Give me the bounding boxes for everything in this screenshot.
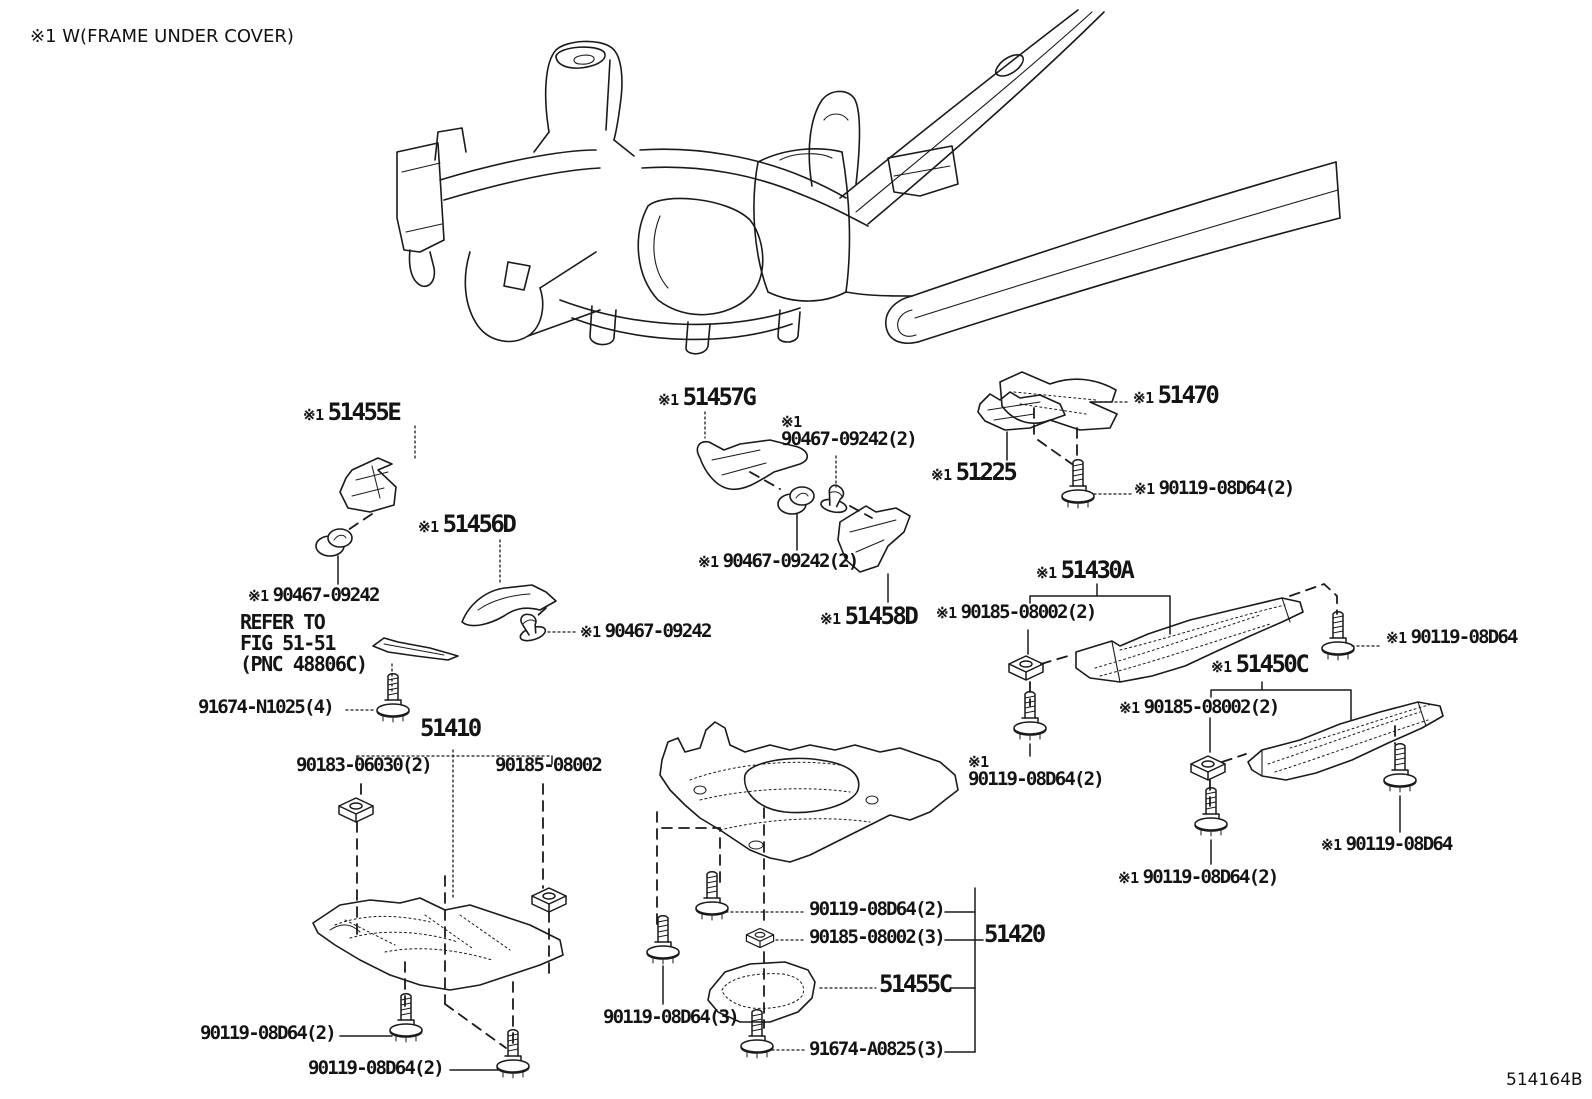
part-51420-cover-drawing (660, 722, 958, 862)
ref-symbol: ※1 (658, 391, 679, 409)
fastener-label-90119-h: 90119-08D64(2) (200, 1022, 335, 1044)
fastener-label-90185-a: 90185-08002 (495, 754, 602, 776)
part-label-51458d: ※1 51458D (820, 602, 917, 630)
nut-90185-c (1191, 756, 1225, 780)
bolt-90119-d (1195, 788, 1227, 836)
clip-90467-d (820, 483, 851, 514)
fastener-label-90119-g: 90119-08D64(3) (603, 1006, 738, 1028)
fastener-label-90185-b: ※1 90185-08002(2) (936, 601, 1096, 623)
bolt-91674-n1025 (377, 674, 409, 722)
fastener-label-90467-a: ※1 90467-09242 (248, 584, 379, 606)
ref-symbol: ※1 (418, 518, 439, 536)
fastener-label-90119-d: ※1 90119-08D64 (1321, 833, 1452, 855)
bolt-91674-a0825 (741, 1010, 773, 1058)
fastener-label-90467-b: ※1 90467-09242(2) (781, 413, 916, 450)
nut-90185-b (1009, 656, 1043, 680)
ref-symbol: ※1 (1211, 658, 1232, 676)
nut-90185-a (532, 888, 566, 912)
ref-symbol: ※1 (1321, 836, 1342, 854)
part-51470-drawing (1000, 372, 1117, 430)
fastener-label-90119-a: ※1 90119-08D64(2) (1134, 477, 1294, 499)
fastener-label-91674-n1025: 91674-N1025(4) (198, 696, 333, 718)
part-label-51470: ※1 51470 (1133, 381, 1218, 409)
ref-symbol: ※1 (1036, 564, 1057, 582)
part-51456d-drawing (462, 585, 556, 626)
bolt-90119-b (1322, 612, 1354, 660)
ref-symbol: ※1 (698, 553, 719, 571)
fastener-label-90185-d: 90185-08002(3) (809, 926, 944, 948)
fastener-label-90119-c: ※1 90119-08D64 (1386, 626, 1517, 648)
bolt-90119-a (1062, 460, 1094, 508)
fastener-label-90119-f: 90119-08D64(2) (809, 898, 944, 920)
frame-drawing (397, 10, 1340, 354)
part-48806c-strip-drawing (373, 638, 458, 660)
ref-symbol: ※1 (1133, 389, 1154, 407)
grommet-90467-a (316, 529, 352, 556)
part-label-51450c: ※1 51450C (1211, 650, 1308, 678)
grommet-90467-c (778, 487, 814, 514)
part-label-51455e: ※1 51455E (303, 398, 400, 426)
fastener-label-90183: 90183-06030(2) (296, 754, 431, 776)
nut-90183 (339, 798, 373, 822)
part-label-51410: 51410 (420, 714, 480, 742)
ref-symbol: ※1 (1118, 869, 1139, 887)
part-label-51225: ※1 51225 (931, 458, 1016, 486)
part-51410-cover-drawing (313, 898, 563, 990)
part-label-51457g: ※1 51457G (658, 383, 755, 411)
ref-symbol: ※1 (248, 587, 269, 605)
ref-symbol: ※1 (303, 406, 324, 424)
ref-symbol: ※1 (1134, 480, 1155, 498)
fastener-label-90119-i: 90119-08D64(2) (308, 1057, 443, 1079)
fastener-label-90119-b: ※1 90119-08D64(2) (968, 753, 1103, 790)
part-label-51456d: ※1 51456D (418, 510, 515, 538)
ref-symbol: ※1 (781, 413, 802, 431)
ref-symbol: ※1 (580, 623, 601, 641)
clip-90467-b (514, 610, 547, 643)
ref-symbol: ※1 (931, 466, 952, 484)
fastener-label-91674-a0825: 91674-A0825(3) (809, 1038, 944, 1060)
header-note: ※1 W(FRAME UNDER COVER) (30, 26, 294, 47)
part-label-51455c: 51455C (879, 970, 951, 998)
leader-lines (338, 402, 1400, 1070)
ref-symbol: ※1 (1119, 699, 1140, 717)
ref-symbol: ※1 (1386, 629, 1407, 647)
bolt-90119-h (390, 994, 422, 1042)
fastener-label-90119-e: ※1 90119-08D64(2) (1118, 866, 1278, 888)
figure-code: 514164B (1506, 1070, 1583, 1090)
refer-note: REFER TO FIG 51-51 (PNC 48806C) (240, 610, 367, 676)
nut-90185-d (746, 928, 773, 947)
ref-symbol: ※1 (968, 753, 989, 771)
part-51225-drawing (978, 392, 1065, 430)
part-label-51430a: ※1 51430A (1036, 556, 1133, 584)
part-51455e-drawing (340, 458, 396, 512)
fastener-label-90467-c: ※1 90467-09242 (580, 620, 711, 642)
part-label-51420: 51420 (984, 920, 1044, 948)
bolt-90119-f (696, 872, 728, 920)
fastener-label-90467-d: ※1 90467-09242(2) (698, 550, 858, 572)
bolt-90119-g (647, 916, 679, 964)
ref-symbol: ※1 (936, 604, 957, 622)
bolt-90119-e (1384, 744, 1416, 792)
ref-symbol: ※1 (820, 610, 841, 628)
fastener-label-90185-c: ※1 90185-08002(2) (1119, 696, 1279, 718)
